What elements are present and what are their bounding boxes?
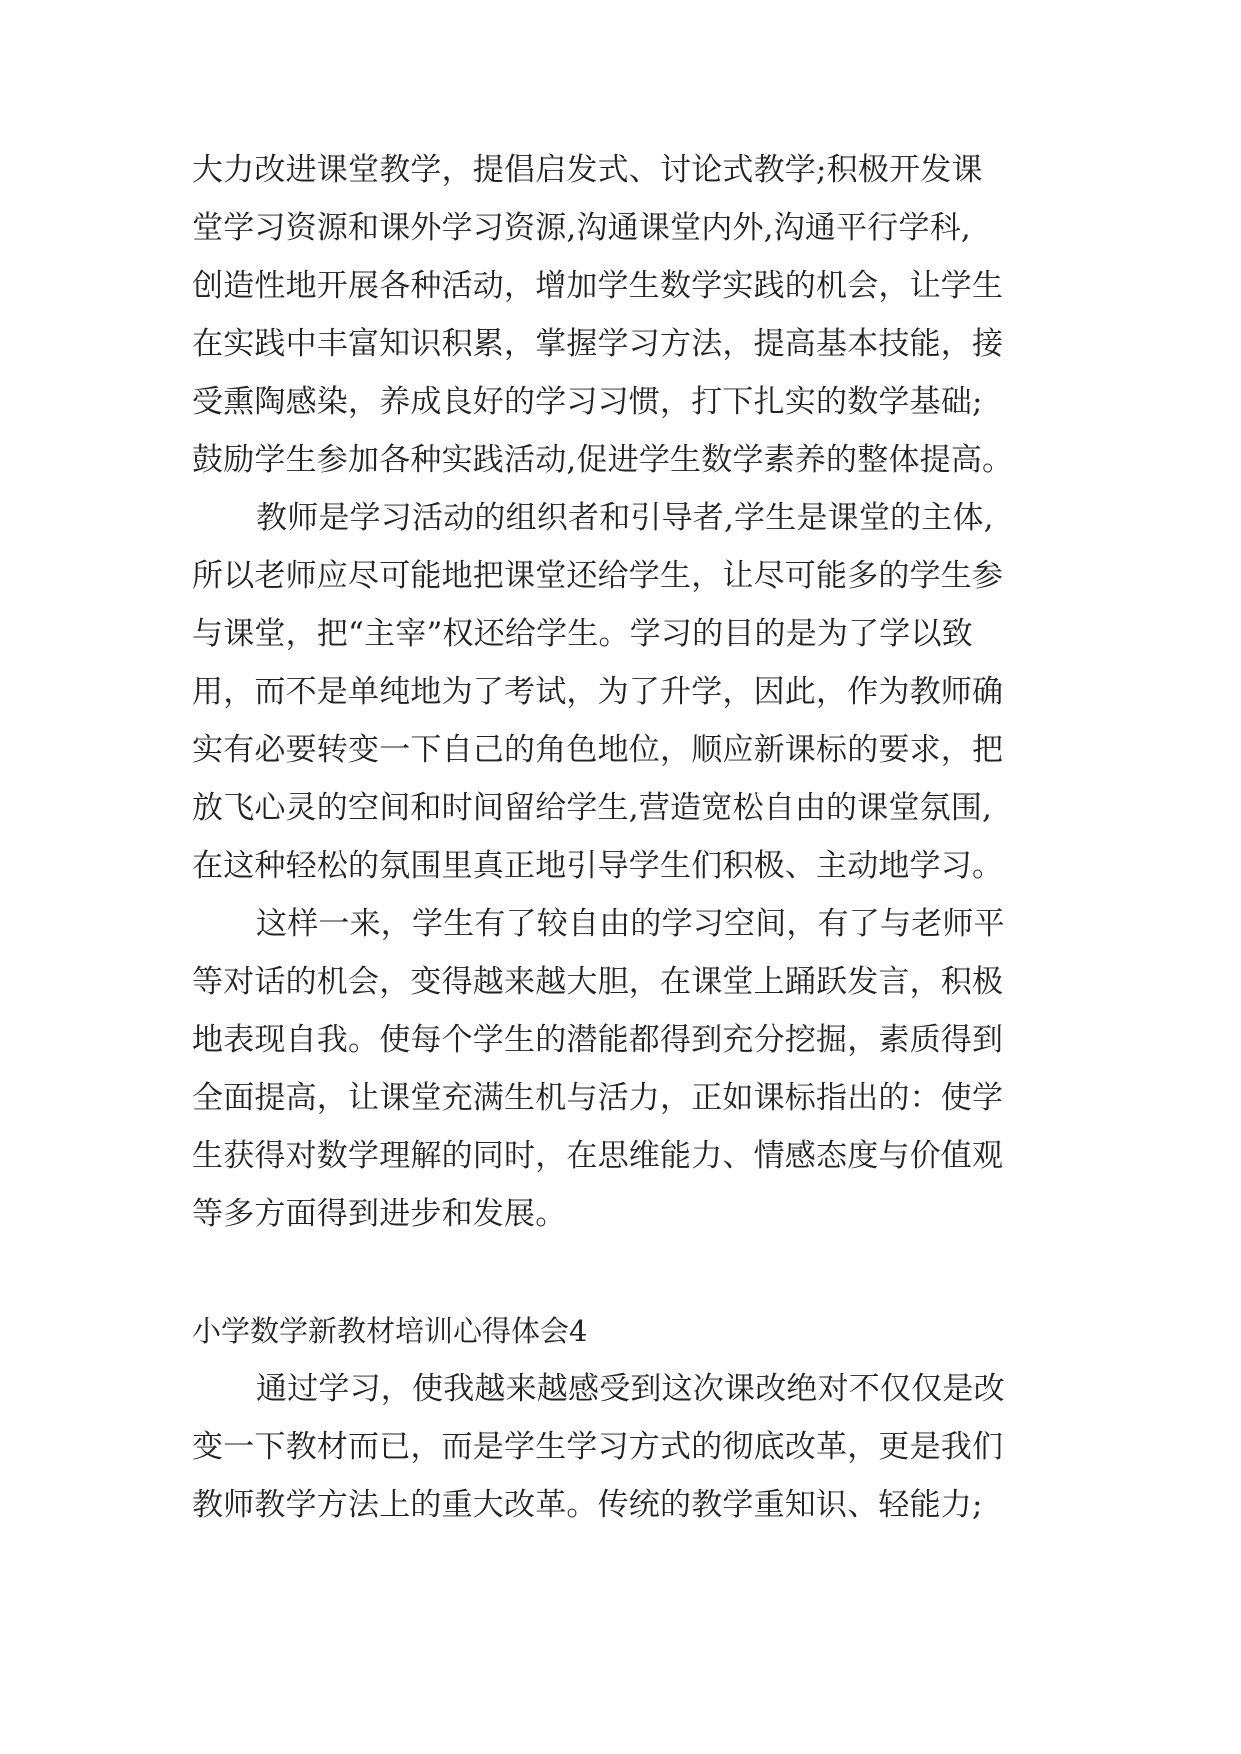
paragraph-line: 在这种轻松的氛围里真正地引导学生们积极、主动地学习。 [192, 848, 1004, 884]
paragraph-line: 等多方面得到进步和发展。 [192, 1196, 567, 1232]
paragraph-line: 放飞心灵的空间和时间留给学生,营造宽松自由的课堂氛围, [192, 790, 993, 826]
paragraph-line: 受熏陶感染，养成良好的学习习惯，打下扎实的数学基础; [192, 384, 983, 420]
paragraph-line: 在实践中丰富知识积累，掌握学习方法，提高基本技能，接 [192, 326, 1004, 362]
paragraph-line: 教师教学方法上的重大改革。传统的教学重知识、轻能力; [192, 1487, 983, 1523]
paragraph-line: 生获得对数学理解的同时，在思维能力、情感态度与价值观 [192, 1138, 1004, 1174]
paragraph-line: 堂学习资源和课外学习资源,沟通课堂内外,沟通平行学科, [192, 210, 971, 246]
paragraph-line: 大力改进课堂教学，提倡启发式、讨论式教学;积极开发课 [192, 152, 983, 188]
paragraph-line: 用，而不是单纯地为了考试，为了升学，因此，作为教师确 [192, 674, 1004, 710]
paragraph-line: 与课堂，把“主宰”权还给学生。学习的目的是为了学以致 [192, 616, 973, 652]
paragraph-line: 所以老师应尽可能地把课堂还给学生，让尽可能多的学生参 [192, 558, 1004, 594]
paragraph-first-line: 这样一来，学生有了较自由的学习空间，有了与老师平 [256, 906, 1005, 942]
paragraph-line: 变一下教材而已，而是学生学习方式的彻底改革，更是我们 [192, 1429, 1004, 1465]
paragraph-line: 全面提高，让课堂充满生机与活力，正如课标指出的：使学 [192, 1080, 1004, 1116]
paragraph-first-line: 教师是学习活动的组织者和引导者,学生是课堂的主体, [256, 500, 994, 536]
paragraph-line: 地表现自我。使每个学生的潜能都得到充分挖掘，素质得到 [192, 1022, 1004, 1058]
paragraph-line: 鼓励学生参加各种实践活动,促进学生数学素养的整体提高。 [192, 442, 1014, 478]
paragraph-line: 实有必要转变一下自己的角色地位，顺应新课标的要求，把 [192, 732, 1004, 768]
paragraph-line: 等对话的机会，变得越来越大胆，在课堂上踊跃发言，积极 [192, 964, 1004, 1000]
section-heading: 小学数学新教材培训心得体会4 [192, 1314, 588, 1348]
paragraph-first-line: 通过学习，使我越来越感受到这次课改绝对不仅仅是改 [256, 1371, 1005, 1407]
paragraph-line: 创造性地开展各种活动，增加学生数学实践的机会，让学生 [192, 268, 1004, 304]
